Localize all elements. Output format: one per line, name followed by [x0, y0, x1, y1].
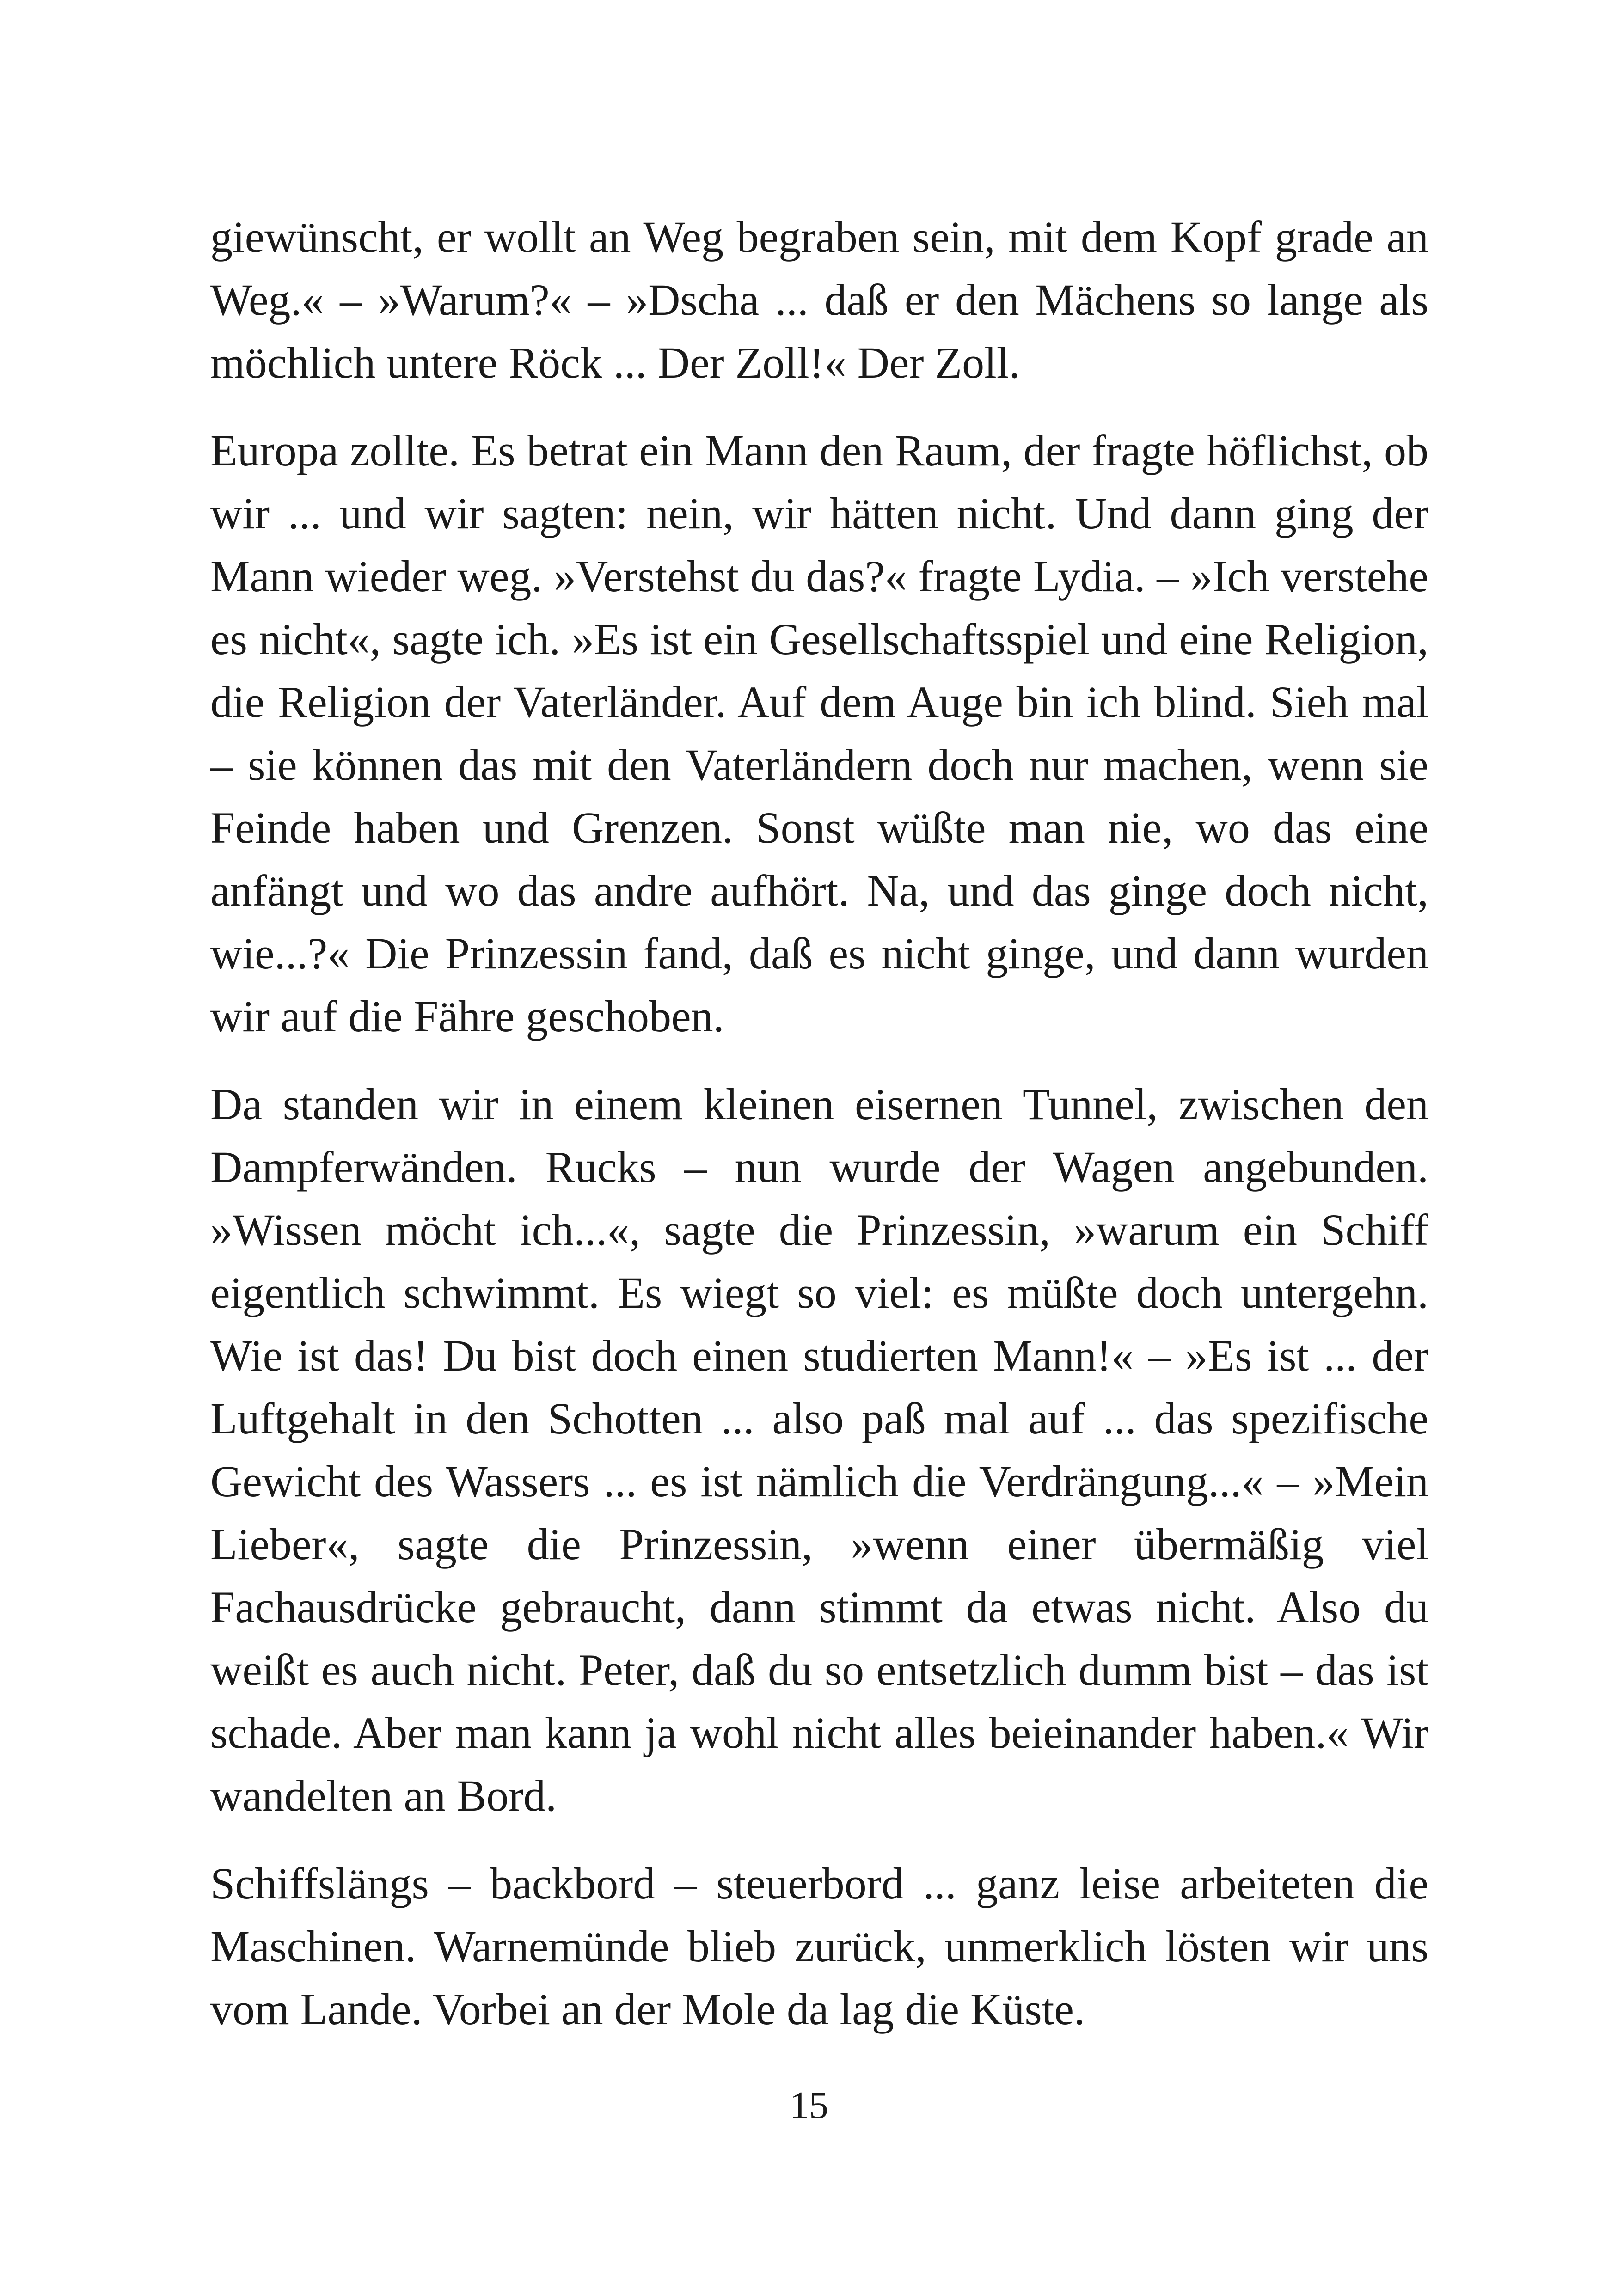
paragraph-2: Europa zollte. Es betrat ein Mann den Raum, der fragte höflichst, ob wir ... und wir sagten: nein, wir hätten nicht. Und dann ging der Mann wieder weg. »Verstehst du das?« fragte Lydia. – »Ich verstehe es nicht«, sagte ich. »Es ist ein Gesellschaftsspiel und eine Religion, die Religion der Vaterländer. Auf dem Auge bin ich blind. Sieh mal – sie können das mit den Vaterländern doch nur machen, wenn sie Feinde haben und Grenzen. Sonst wüßte man nie, wo das eine anfängt und wo das andre aufhört. Na, und das ginge doch nicht, wie...?« Die Prinzessin fand, daß es nicht ginge, und dann wurden wir auf die Fähre geschoben. [210, 426, 1428, 1041]
paragraph-1: giewünscht, er wollt an Weg begraben sein, mit dem Kopf grade an Weg.« – »Warum?« – »Dscha ... daß er den Mächens so lange als möchlich untere Röck ... Der Zoll!« Der Zoll. [210, 212, 1428, 387]
body-text [210, 206, 1428, 2041]
page-number: 15 [790, 2084, 828, 2127]
paragraph-4: Schiffslängs – backbord – steuerbord ... ganz leise arbeiteten die Maschinen. Warnemünde blieb zurück, unmerklich lösten wir uns vom Lande. Vorbei an der Mole da lag die Küste. [210, 1859, 1428, 2034]
paragraph-3: Da standen wir in einem kleinen eisernen Tunnel, zwischen den Dampferwänden. Rucks – nun wurde der Wagen angebunden. »Wissen möcht ich...«, sagte die Prinzessin, »warum ein Schiff eigentlich schwimmt. Es wiegt so viel: es müßte doch untergehn. Wie ist das! Du bist doch einen studierten Mann!« – »Es ist ... der Luftgehalt in den Schotten ... also paß mal auf ... das spezifische Gewicht des Wassers ... es ist nämlich die Verdrängung...« – »Mein Lieber«, sagte die Prinzessin, »wenn einer übermäßig viel Fachausdrücke gebraucht, dann stimmt da etwas nicht. Also du weißt es auch nicht. Peter, daß du so entsetzlich dumm bist – das ist schade. Aber man kann ja wohl nicht alles beieinander haben.« Wir wandelten an Bord. [210, 1079, 1428, 1820]
